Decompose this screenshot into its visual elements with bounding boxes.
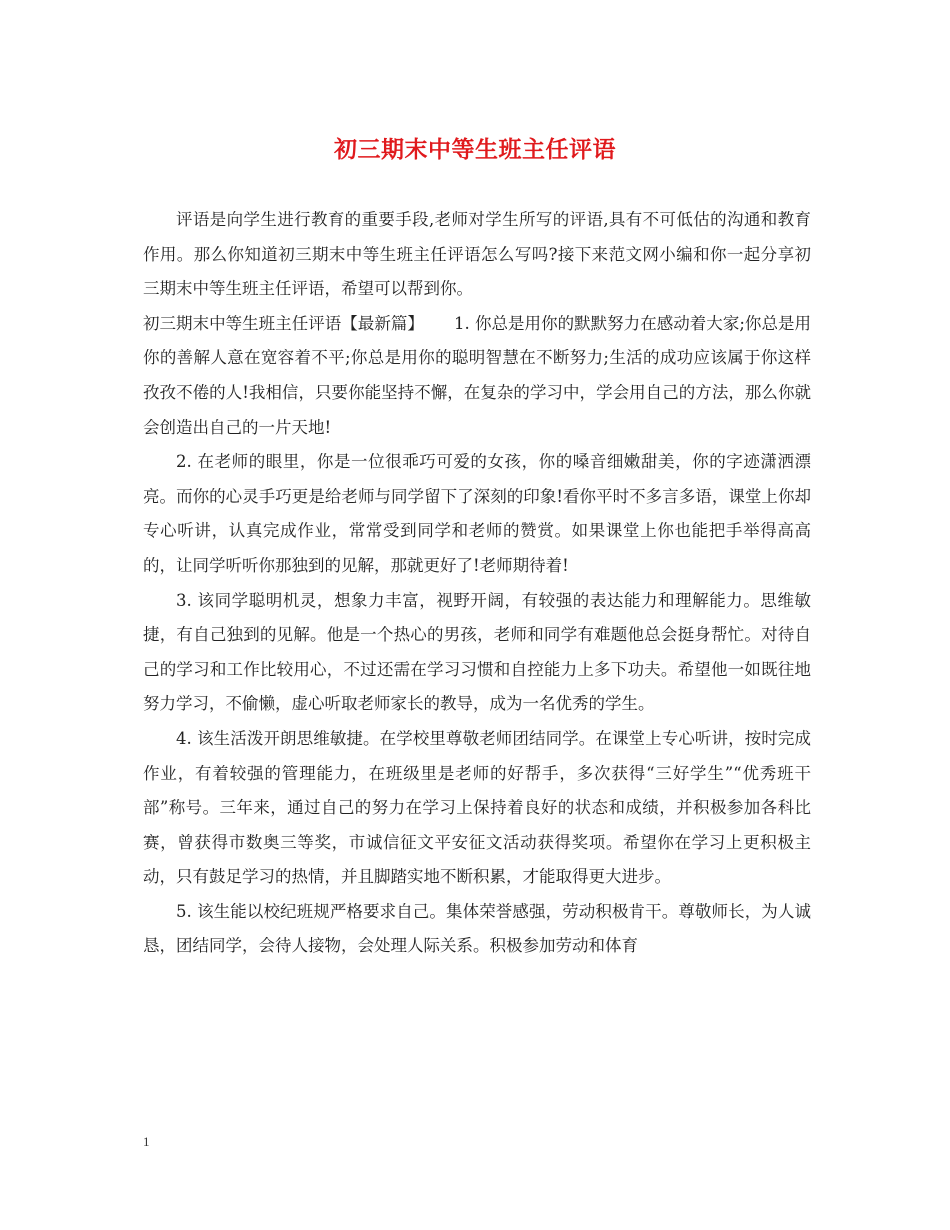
comment-paragraph-1: 初三期末中等生班主任评语【最新篇】 1. 你总是用你的默默努力在感动着大家;你总是用你的善解人意在宽容着不平;你总是用你的聪明智慧在不断努力;生活的成功应该属于你这样孜孜不倦的人!我相信，只要你能坚持不懈，在复杂的学习中，学会用自己的方法，那么你就会创造出自己的一片天地! xyxy=(143,313,811,437)
intro-paragraph: 评语是向学生进行教育的重要手段,老师对学生所写的评语,具有不可低估的沟通和教育作用。那么你知道初三期末中等生班主任评语怎么写吗?接下来范文网小编和你一起分享初三期末中等生班主任评语，希望可以帮到你。 xyxy=(143,210,811,299)
document-title: 初三期末中等生班主任评语 xyxy=(334,136,616,163)
comment-paragraph-4: 4. 该生活泼开朗思维敏捷。在学校里尊敬老师团结同学。在课堂上专心听讲，按时完成作业，有着较强的管理能力，在班级里是老师的好帮手，多次获得“三好学生”“优秀班干部”称号。三年来，通过自己的努力在学习上保持着良好的状态和成绩，并积极参加各科比赛，曾获得市数奥三等奖，市诚信征文平安征文活动获得奖项。希望你在学习上更积极主动，只有鼓足学习的热情，并且脚踏实地不断积累，才能取得更大进步。 xyxy=(143,728,811,887)
comment-paragraph-3: 3. 该同学聪明机灵，想象力丰富，视野开阔，有较强的表达能力和理解能力。思维敏捷，有自己独到的见解。他是一个热心的男孩，老师和同学有难题他总会挺身帮忙。对待自己的学习和工作比较用心，不过还需在学习习惯和自控能力上多下功夫。希望他一如既往地努力学习，不偷懒，虚心听取老师家长的教导，成为一名优秀的学生。 xyxy=(143,590,811,714)
document-body xyxy=(143,203,811,964)
comment-paragraph-5: 5. 该生能以校纪班规严格要求自己。集体荣誉感强，劳动积极肯干。尊敬师长，为人诚恳，团结同学，会待人接物，会处理人际关系。积极参加劳动和体育 xyxy=(143,901,811,956)
page-number: 1 xyxy=(143,1134,150,1149)
comment-paragraph-2: 2. 在老师的眼里，你是一位很乖巧可爱的女孩，你的嗓音细嫩甜美，你的字迹潇洒漂亮。而你的心灵手巧更是给老师与同学留下了深刻的印象!看你平时不多言多语，课堂上你却专心听讲，认真完成作业，常常受到同学和老师的赞赏。如果课堂上你也能把手举得高高的，让同学听听你那独到的见解，那就更好了!老师期待着! xyxy=(143,452,811,575)
